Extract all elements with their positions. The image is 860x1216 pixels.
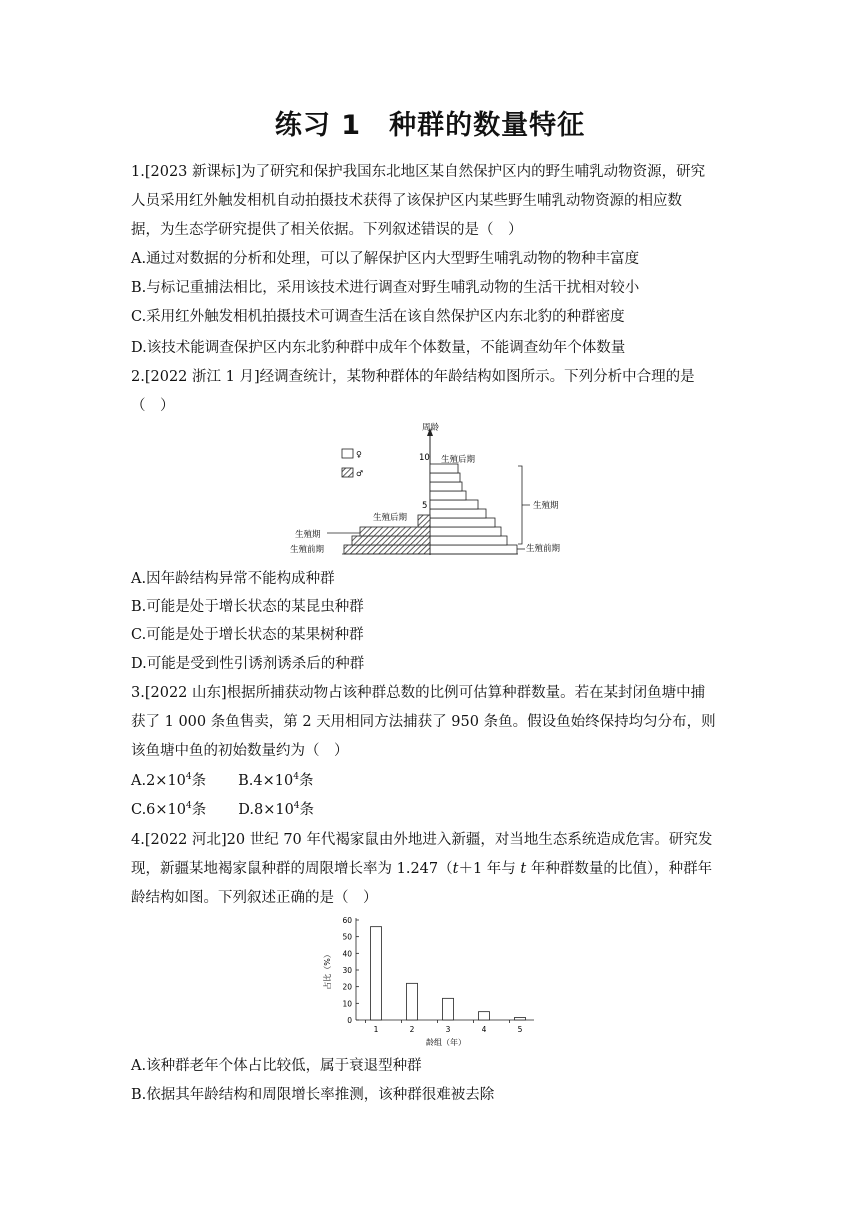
legend-male-symbol: ♂ bbox=[356, 469, 364, 478]
q1-option-c: C.采用红外触发相机拍摄技术可调查生活在该自然保护区内东北豹的种群密度 bbox=[131, 309, 625, 325]
legend-male-swatch bbox=[342, 468, 353, 477]
q2-stem-line-1: 2.[2022 浙江 1 月]经调查统计，某物种群体的年龄结构如图所示。下列分析中合理的是 bbox=[131, 369, 695, 385]
q1-stem-line-1: 1.[2023 新课标]为了研究和保护我国东北地区某自然保护区内的野生哺乳动物资源，研究 bbox=[131, 164, 706, 180]
legend-female-swatch bbox=[342, 449, 353, 458]
x-tick-label: 3 bbox=[445, 1025, 451, 1034]
x-tick-label: 2 bbox=[409, 1025, 415, 1034]
female-bar bbox=[430, 500, 478, 509]
q3-option-c: $C.6\times 10^4$条 bbox=[131, 801, 207, 818]
female-bar bbox=[430, 545, 517, 554]
q2-option-b: B.可能是处于增长状态的某昆虫种群 bbox=[131, 599, 364, 615]
q3-stem-line-2: 获了 1 000 条鱼售卖，第 2 天用相同方法捕获了 950 条鱼。假设鱼始终保持均匀分布，则 bbox=[131, 714, 716, 730]
page-title: 练习 1 种群的数量特征 bbox=[274, 110, 586, 141]
q4-stem-line-1: 4.[2022 河北]20 世纪 70 年代褐家鼠由外地进入新疆，对当地生态系统造成危害。研究发 bbox=[131, 832, 713, 848]
q3-option-b: $B.4\times 10^4$条 bbox=[238, 772, 314, 789]
male-bar bbox=[344, 545, 430, 554]
q3-option-a: $A.2\times 10^4$条 bbox=[131, 772, 207, 789]
female-bar bbox=[430, 482, 462, 491]
female-bar bbox=[430, 491, 466, 500]
female-bar bbox=[430, 473, 460, 482]
y-tick-label: 0 bbox=[347, 1016, 352, 1025]
y-tick-label: 40 bbox=[342, 949, 352, 959]
female-bar bbox=[430, 518, 495, 527]
left-pre-label: 生殖前期 bbox=[290, 545, 325, 555]
left-post-label: 生殖后期 bbox=[373, 513, 408, 523]
y-tick-label: 20 bbox=[342, 982, 352, 992]
x-tick-label: 1 bbox=[373, 1025, 379, 1034]
q3-options-row-1 bbox=[131, 771, 313, 791]
left-repro-label: 生殖期 bbox=[295, 530, 321, 540]
age-structure-figure bbox=[280, 420, 580, 560]
female-bar bbox=[430, 464, 458, 473]
bar-age-3 bbox=[443, 998, 454, 1020]
male-bar bbox=[418, 515, 430, 527]
q2-option-c: C.可能是处于增长状态的某果树种群 bbox=[131, 627, 364, 643]
bar-age-4 bbox=[479, 1012, 490, 1020]
q1-option-a: A.通过对数据的分析和处理，可以了解保护区内大型野生哺乳动物的物种丰富度 bbox=[131, 251, 640, 267]
q2-option-d: D.可能是受到性引诱剂诱杀后的种群 bbox=[131, 656, 365, 672]
q2-stem-line-2: （ ） bbox=[131, 398, 175, 414]
y-tick-label: 30 bbox=[342, 966, 352, 975]
y-tick-label: 10 bbox=[342, 999, 352, 1009]
q3-stem-line-3: 该鱼塘中鱼的初始数量约为（ ） bbox=[131, 743, 349, 759]
x-tick-label: 5 bbox=[517, 1025, 523, 1034]
x-tick-label: 4 bbox=[481, 1025, 487, 1034]
tick-5-label: 5 bbox=[422, 501, 428, 511]
q4-stem-line-3: 龄结构如图。下列叙述正确的是（ ） bbox=[131, 890, 378, 906]
right-pre-label: 生殖前期 bbox=[526, 544, 561, 554]
right-post-label: 生殖后期 bbox=[441, 455, 476, 465]
q4-option-a: A.该种群老年个体占比较低，属于衰退型种群 bbox=[131, 1058, 422, 1074]
bar-age-1 bbox=[371, 927, 382, 1020]
y-tick-label: 50 bbox=[342, 932, 352, 942]
legend-female-symbol: ♀ bbox=[356, 450, 362, 459]
q4-stem-line-2: 现，新疆某地褐家鼠种群的周限增长率为 1.247（t＋1 年与 t 年种群数量的比值），种群年 bbox=[131, 861, 713, 877]
q3-options-row-2 bbox=[131, 800, 314, 820]
q1-option-b: B.与标记重捕法相比，采用该技术进行调查对野生哺乳动物的生活干扰相对较小 bbox=[131, 280, 640, 296]
female-bar bbox=[430, 509, 486, 518]
bar-age-2 bbox=[407, 983, 418, 1020]
q1-stem-line-2: 人员采用红外触发相机自动拍摄技术获得了该保护区内某些野生哺乳动物资源的相应数 bbox=[131, 193, 682, 209]
q3-stem-line-1: 3.[2022 山东]根据所捕获动物占该种群总数的比例可估算种群数量。若在某封闭鱼塘中捕 bbox=[131, 685, 706, 701]
age-group-bar-chart bbox=[320, 910, 540, 1050]
right-repro-label: 生殖期 bbox=[533, 501, 559, 511]
q3-option-d: $D.8\times 10^4$条 bbox=[238, 801, 315, 818]
male-bar bbox=[360, 527, 430, 536]
bar-age-5 bbox=[515, 1018, 526, 1021]
age-axis-label: 周龄 bbox=[422, 423, 440, 433]
x-axis-label: 龄组（年） bbox=[426, 1038, 466, 1047]
female-bar bbox=[430, 536, 507, 545]
y-tick-label: 60 bbox=[342, 916, 352, 925]
y-axis-label: 占比（%） bbox=[323, 950, 332, 990]
tick-10-label: 10 bbox=[419, 453, 430, 463]
q1-option-d: D.该技术能调查保护区内东北豹种群中成年个体数量，不能调查幼年个体数量 bbox=[131, 340, 626, 356]
q2-option-a: A.因年龄结构异常不能构成种群 bbox=[131, 571, 335, 587]
female-bar bbox=[430, 527, 501, 536]
q1-stem-line-3: 据，为生态学研究提供了相关依据。下列叙述错误的是（ ） bbox=[131, 222, 523, 238]
male-bar bbox=[352, 536, 430, 545]
right-repro-bracket bbox=[518, 466, 530, 544]
q4-option-b: B.依据其年龄结构和周限增长率推测，该种群很难被去除 bbox=[131, 1087, 495, 1103]
